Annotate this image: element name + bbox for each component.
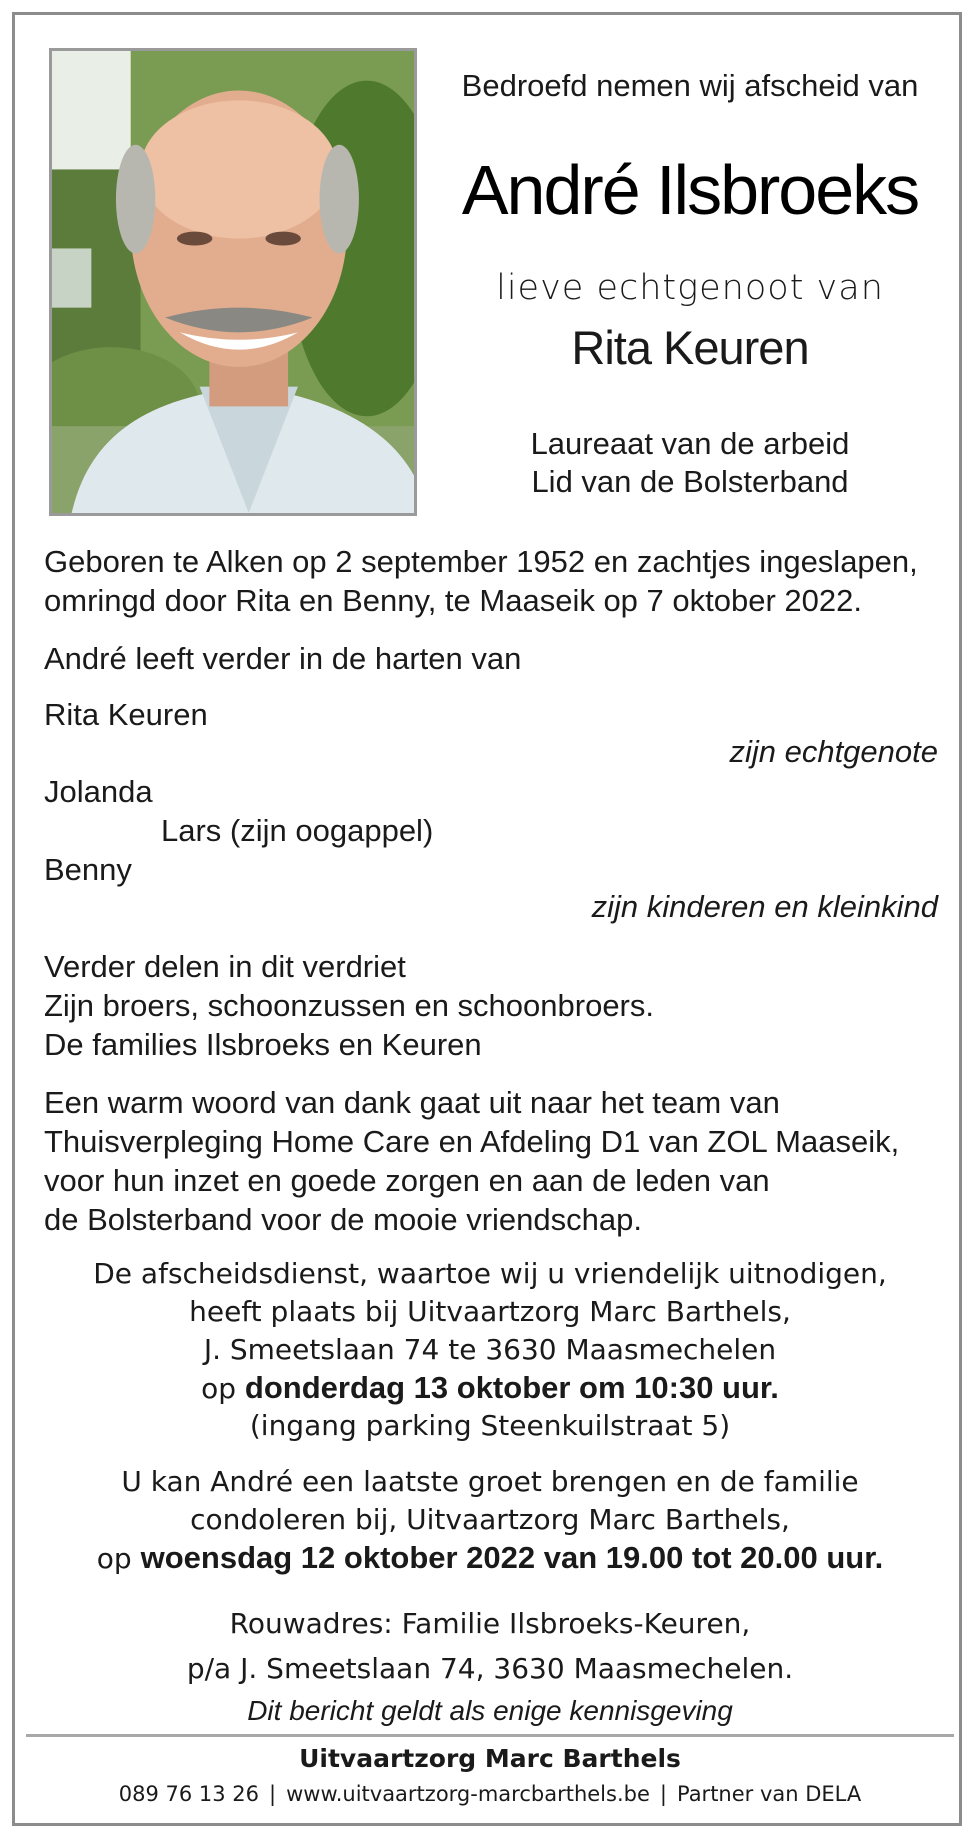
visitation-date-prefix: op [96, 1542, 132, 1575]
family-child-2: Benny [44, 852, 132, 887]
family-spouse: Rita Keuren [44, 697, 208, 732]
visitation-line-2: condoleren bij, Uitvaartzorg Marc Barthels, [190, 1503, 790, 1536]
family-spouse-role: zijn echtgenote [729, 734, 938, 769]
sharing-line-1: Verder delen in dit verdriet [44, 949, 406, 984]
service-line-2: heeft plaats bij Uitvaartzorg Marc Barthels, [189, 1295, 791, 1328]
address-line-2: p/a J. Smeetslaan 74, 3630 Maasmechelen. [186, 1652, 794, 1685]
thanks-line-2: Thuisverpleging Home Care en Afdeling D1 van ZOL Maaseik, [44, 1124, 900, 1159]
family-grandchild: Lars (zijn oogappel) [161, 813, 434, 848]
visitation-date: woensdag 12 oktober 2022 van 19.00 tot 20.00 uur. [140, 1540, 884, 1575]
birth-line-1: Geboren te Alken op 2 september 1952 en zachtjes ingeslapen, [44, 544, 918, 579]
footer-phone: 089 76 13 26 [118, 1782, 260, 1806]
footer-website[interactable]: www.uitvaartzorg-marcbarthels.be [286, 1782, 650, 1806]
address-line-1: Rouwadres: Familie Ilsbroeks-Keuren, [229, 1607, 751, 1640]
thanks-line-3: voor hun inzet en goede zorgen en aan de leden van [44, 1163, 770, 1198]
visitation-line-3 [30, 1539, 950, 1578]
honor-bolsterband: Lid van de Bolsterband [531, 464, 849, 499]
visitation-line-1: U kan André een laatste groet brengen en de familie [121, 1465, 859, 1498]
footer-partner: Partner van DELA [676, 1782, 862, 1806]
service-line-5: (ingang parking Steenkuilstraat 5) [249, 1409, 731, 1442]
intro-text: Bedroefd nemen wij afscheid van [461, 68, 919, 103]
notice-text: Dit bericht geldt als enige kennisgeving [247, 1695, 733, 1726]
sharing-line-2: Zijn broers, schoonzussen en schoonbroers. [44, 988, 654, 1023]
birth-line-2: omringd door Rita en Benny, te Maaseik op 7 oktober 2022. [44, 583, 862, 618]
footer-contact [0, 1782, 980, 1806]
service-line-3: J. Smeetslaan 74 te 3630 Maasmechelen [203, 1333, 777, 1366]
footer-divider [26, 1734, 954, 1737]
portrait-photo [49, 48, 417, 516]
deceased-name: André Ilsbroeks [461, 151, 919, 229]
footer-separator: | [659, 1782, 667, 1806]
service-line-4 [30, 1369, 950, 1408]
thanks-line-4: de Bolsterband voor de mooie vriendschap. [44, 1202, 642, 1237]
funeral-home-name: Uitvaartzorg Marc Barthels [299, 1744, 681, 1773]
spouse-label: lieve echtgenoot van [496, 268, 884, 308]
service-line-1: De afscheidsdienst, waartoe wij u vriendelijk uitnodigen, [93, 1257, 887, 1290]
family-intro: André leeft verder in de harten van [44, 641, 522, 676]
honor-laureaat: Laureaat van de arbeid [530, 426, 850, 461]
portrait-image [52, 51, 414, 513]
spouse-name: Rita Keuren [571, 321, 809, 374]
sharing-line-3: De families Ilsbroeks en Keuren [44, 1027, 482, 1062]
thanks-line-1: Een warm woord van dank gaat uit naar het team van [44, 1085, 780, 1120]
service-date: donderdag 13 oktober om 10:30 uur. [244, 1370, 779, 1405]
footer-separator: | [269, 1782, 277, 1806]
service-date-prefix: op [201, 1372, 236, 1405]
family-child-1: Jolanda [44, 774, 153, 809]
family-children-role: zijn kinderen en kleinkind [591, 889, 938, 924]
